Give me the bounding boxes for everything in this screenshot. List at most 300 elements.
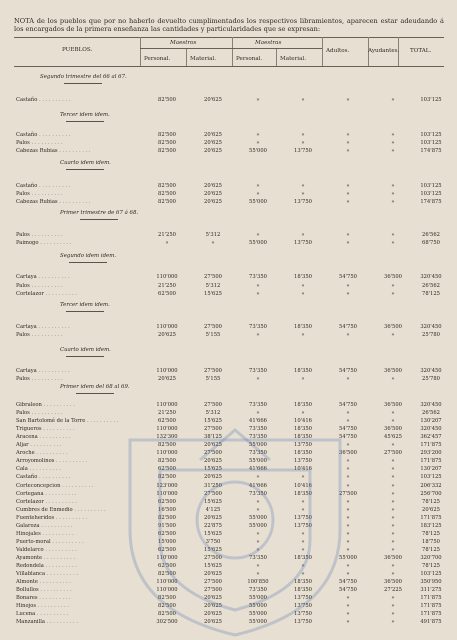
amount-cell: 26'562 — [422, 410, 440, 417]
amount-cell: » — [391, 603, 395, 610]
amount-cell: 110'000 — [156, 274, 178, 280]
section-title — [60, 160, 111, 170]
amount-cell: » — [346, 506, 350, 513]
amount-cell: 78'125 — [422, 291, 440, 297]
amount-cell: » — [346, 522, 350, 529]
section-rule — [80, 219, 118, 220]
amount-cell: 110'000 — [156, 368, 178, 374]
town-name: Paimogo . . — [16, 240, 71, 246]
amount-cell: 15'625 — [204, 498, 222, 505]
table-row — [0, 611, 457, 619]
amount-cell: » — [346, 332, 350, 338]
section-rule — [66, 169, 104, 170]
amount-cell: 18'350 — [294, 450, 312, 457]
amount-cell: » — [391, 466, 395, 473]
header-pueblos: PUEBLOS. — [62, 47, 93, 53]
amount-cell: 320'450 — [420, 324, 442, 330]
amount-cell: 62'500 — [158, 418, 176, 425]
amount-cell: » — [346, 191, 350, 197]
amount-cell: 110'000 — [156, 402, 178, 408]
amount-cell: » — [346, 514, 350, 521]
amount-cell: 62'500 — [158, 291, 176, 297]
table-row — [0, 450, 457, 458]
amount-cell: 21'250 — [158, 410, 176, 417]
amount-cell: 15'625 — [204, 563, 222, 569]
amount-cell: 82'500 — [158, 148, 176, 154]
amount-cell: 73'350 — [249, 402, 267, 408]
amount-cell: 68'750 — [422, 240, 440, 246]
table-row — [0, 442, 457, 450]
amount-cell: 27'500 — [204, 490, 222, 497]
amount-cell: » — [346, 482, 350, 489]
amount-cell: 54'750 — [339, 368, 357, 374]
amount-cell: 13'750 — [294, 458, 312, 465]
table-row — [0, 483, 457, 491]
town-name: Fuenteheridos . . — [16, 515, 87, 521]
amount-cell: » — [256, 410, 260, 417]
amount-cell: 100'850 — [247, 579, 269, 586]
amount-cell: 20'625 — [204, 611, 222, 618]
amount-cell: 20'625 — [204, 619, 222, 626]
amount-cell: 82'500 — [158, 458, 176, 465]
town-name: Manzanilla . . — [16, 619, 78, 625]
amount-cell: 10'416 — [294, 466, 312, 473]
amount-cell: » — [301, 530, 305, 537]
amount-cell: 15'625 — [204, 466, 222, 473]
town-name: Arroyomolinos . . — [16, 458, 87, 464]
amount-cell: » — [165, 240, 169, 246]
amount-cell: 62'500 — [158, 498, 176, 505]
table-row — [0, 499, 457, 507]
amount-cell: » — [391, 199, 395, 205]
amount-cell: » — [301, 140, 305, 146]
amount-cell: » — [256, 140, 260, 146]
town-name: Bonares . . — [16, 595, 71, 601]
amount-cell: 362'457 — [420, 434, 442, 441]
amount-cell: 18'350 — [294, 368, 312, 374]
amount-cell: 54'750 — [339, 426, 357, 433]
amount-cell: » — [301, 410, 305, 417]
amount-cell: 82'500 — [158, 97, 176, 103]
amount-cell: » — [301, 474, 305, 481]
amount-cell: 110'000 — [156, 450, 178, 457]
amount-cell: » — [346, 376, 350, 382]
amount-cell: 36'500 — [384, 426, 402, 433]
amount-cell: 13'750 — [294, 514, 312, 521]
town-name: Cabezas Rubias . . — [16, 148, 91, 154]
amount-cell: 27'500 — [204, 368, 222, 374]
amount-cell: 55'000 — [249, 148, 267, 154]
town-name: Palos . . — [16, 232, 63, 238]
amount-cell: » — [391, 571, 395, 578]
amount-cell: 62'500 — [158, 563, 176, 569]
amount-cell: 174'875 — [420, 148, 442, 154]
amount-cell: » — [301, 506, 305, 513]
amount-cell: » — [391, 530, 395, 537]
amount-cell: » — [346, 611, 350, 618]
amount-cell: 55'000 — [249, 240, 267, 246]
amount-cell: » — [391, 410, 395, 417]
amount-cell: 27'500 — [204, 554, 222, 561]
amount-cell: 73'350 — [249, 434, 267, 441]
amount-cell: 256'700 — [420, 490, 442, 497]
amount-cell: 55'000 — [249, 199, 267, 205]
table-row — [0, 402, 457, 410]
amount-cell: 20'625 — [158, 332, 176, 338]
town-name: Cortelazor . . — [16, 499, 77, 505]
amount-cell: 311'275 — [420, 587, 442, 594]
amount-cell: » — [391, 240, 395, 246]
amount-cell: » — [391, 140, 395, 146]
amount-cell: » — [346, 291, 350, 297]
amount-cell: » — [391, 611, 395, 618]
amount-cell: 103'125 — [420, 97, 442, 103]
amount-cell: » — [391, 546, 395, 553]
amount-cell: » — [346, 619, 350, 626]
table-row — [0, 140, 457, 148]
amount-cell: 103'125 — [420, 571, 442, 578]
header-divider — [140, 37, 141, 66]
amount-cell: » — [256, 571, 260, 578]
amount-cell: » — [346, 603, 350, 610]
amount-cell: » — [346, 132, 350, 138]
amount-cell: » — [346, 418, 350, 425]
header-maestros: Maestros — [170, 40, 197, 46]
amount-cell: 54'750 — [339, 274, 357, 280]
amount-cell: 73'350 — [249, 587, 267, 594]
town-name: Bollullos . . — [16, 587, 72, 593]
amount-cell: » — [391, 595, 395, 602]
header-divider — [322, 37, 323, 66]
amount-cell: 62'500 — [158, 466, 176, 473]
amount-cell: 15'625 — [204, 530, 222, 537]
header-subrule — [140, 48, 322, 49]
amount-cell: » — [301, 191, 305, 197]
amount-cell: 171'875 — [420, 458, 442, 465]
amount-cell: 10'416 — [294, 482, 312, 489]
amount-cell: 82'500 — [158, 611, 176, 618]
amount-cell: 55'000 — [249, 442, 267, 449]
amount-cell: » — [346, 458, 350, 465]
header-ayudantes: Ayudantes. — [368, 48, 400, 54]
amount-cell: » — [391, 498, 395, 505]
amount-cell: 320'700 — [420, 554, 442, 561]
amount-cell: 18'350 — [294, 274, 312, 280]
amount-cell: 171'875 — [420, 514, 442, 521]
amount-cell: 20'625 — [204, 140, 222, 146]
amount-cell: » — [256, 283, 260, 289]
amount-cell: 5'312 — [205, 410, 221, 417]
amount-cell: » — [301, 538, 305, 545]
table-row — [0, 603, 457, 611]
section-rule — [76, 393, 114, 394]
town-name: Almonte . . — [16, 579, 71, 585]
amount-cell: 18'350 — [294, 402, 312, 408]
town-name: Trigueros . . — [16, 426, 75, 432]
table-row — [0, 368, 457, 376]
section-title — [60, 384, 130, 394]
amount-cell: 13'750 — [294, 611, 312, 618]
amount-cell: 36'500 — [339, 450, 357, 457]
header-divider — [186, 48, 187, 66]
table-row — [0, 410, 457, 418]
amount-cell: » — [346, 199, 350, 205]
town-name: Gibraleon . . — [16, 402, 75, 408]
amount-cell: 54'750 — [339, 324, 357, 330]
table-row — [0, 571, 457, 579]
amount-cell: 320'450 — [420, 368, 442, 374]
section-title-text: Tercer idem idem. — [60, 112, 110, 118]
amount-cell: » — [256, 546, 260, 553]
amount-cell: 73'350 — [249, 324, 267, 330]
amount-cell: » — [391, 291, 395, 297]
town-name: Villablanca . . — [16, 571, 78, 577]
amount-cell: » — [346, 546, 350, 553]
amount-cell: 82'500 — [158, 571, 176, 578]
amount-cell: 27'500 — [204, 426, 222, 433]
amount-cell: » — [301, 498, 305, 505]
amount-cell: 82'500 — [158, 474, 176, 481]
table-row — [0, 283, 457, 291]
amount-cell: 13'750 — [294, 619, 312, 626]
amount-cell: » — [346, 240, 350, 246]
amount-cell: 183'125 — [420, 522, 442, 529]
amount-cell: 20'625 — [204, 132, 222, 138]
amount-cell: » — [301, 97, 305, 103]
town-name: Cartaya . . — [16, 324, 70, 330]
amount-cell: 73'350 — [249, 368, 267, 374]
amount-cell: » — [301, 291, 305, 297]
amount-cell: 110'000 — [156, 426, 178, 433]
amount-cell: » — [346, 283, 350, 289]
table-row — [0, 148, 457, 156]
amount-cell: 82'500 — [158, 514, 176, 521]
amount-cell: 54'750 — [339, 434, 357, 441]
amount-cell: 5'155 — [205, 332, 221, 338]
amount-cell: » — [256, 332, 260, 338]
amount-cell: » — [256, 97, 260, 103]
amount-cell: 26'562 — [422, 232, 440, 238]
amount-cell: » — [391, 148, 395, 154]
amount-cell: 320'450 — [420, 426, 442, 433]
section-rule — [64, 83, 102, 84]
amount-cell: » — [256, 538, 260, 545]
town-name: Aljar . . — [16, 442, 62, 448]
table-row — [0, 324, 457, 332]
amount-cell: 25'780 — [422, 332, 440, 338]
amount-cell: 27'500 — [339, 490, 357, 497]
amount-cell: 18'750 — [422, 538, 440, 545]
amount-cell: » — [346, 474, 350, 481]
header-top-rule — [14, 37, 444, 38]
amount-cell: 82'500 — [158, 603, 176, 610]
amount-cell: » — [346, 498, 350, 505]
section-title — [60, 347, 111, 357]
table-row — [0, 515, 457, 523]
table-row — [0, 240, 457, 248]
amount-cell: » — [391, 458, 395, 465]
amount-cell: » — [391, 538, 395, 545]
amount-cell: 20'625 — [204, 514, 222, 521]
town-name: Palos . . — [16, 283, 63, 289]
amount-cell: » — [256, 191, 260, 197]
amount-cell: 27'500 — [384, 450, 402, 457]
town-name: Cala . . — [16, 466, 61, 472]
table-row — [0, 376, 457, 384]
amount-cell: 5'155 — [205, 376, 221, 382]
amount-cell: 27'500 — [204, 324, 222, 330]
table-row — [0, 232, 457, 240]
amount-cell: » — [346, 538, 350, 545]
amount-cell: » — [301, 376, 305, 382]
town-name: Cumbres de Enmedio . . — [16, 507, 106, 513]
amount-cell: » — [256, 530, 260, 537]
amount-cell: » — [391, 490, 395, 497]
table-row — [0, 474, 457, 482]
amount-cell: 55'000 — [249, 595, 267, 602]
amount-cell: 20'625 — [204, 199, 222, 205]
table-row — [0, 132, 457, 140]
town-name: Palos . . — [16, 332, 63, 338]
table-row — [0, 587, 457, 595]
town-name: Palos . . — [16, 410, 63, 416]
amount-cell: 103'125 — [420, 474, 442, 481]
amount-cell: » — [391, 191, 395, 197]
section-title-text: Cuarto idem idem. — [60, 347, 111, 353]
amount-cell: » — [346, 410, 350, 417]
town-name: Cartaya . . — [16, 368, 70, 374]
amount-cell: 110'000 — [156, 490, 178, 497]
header-total: TOTAL. — [410, 48, 432, 54]
amount-cell: 20'625 — [204, 183, 222, 189]
amount-cell: 18'350 — [294, 324, 312, 330]
town-name: Galaroza . . — [16, 523, 72, 529]
amount-cell: » — [301, 563, 305, 569]
amount-cell: » — [391, 332, 395, 338]
amount-cell: 18'350 — [294, 490, 312, 497]
amount-cell: 73'350 — [249, 426, 267, 433]
amount-cell: 82'500 — [158, 183, 176, 189]
amount-cell: 78'125 — [422, 530, 440, 537]
amount-cell: » — [391, 514, 395, 521]
table-row — [0, 97, 457, 105]
amount-cell: 13'750 — [294, 148, 312, 154]
table-row — [0, 491, 457, 499]
amount-cell: 18'350 — [294, 554, 312, 561]
amount-cell: 13'750 — [294, 240, 312, 246]
amount-cell: 55'000 — [249, 603, 267, 610]
section-rule — [66, 356, 104, 357]
section-title-text: Primer idem del 68 al 69. — [60, 384, 130, 390]
amount-cell: 36'500 — [384, 274, 402, 280]
amount-cell: 54'750 — [339, 579, 357, 586]
amount-cell: 123'000 — [156, 482, 178, 489]
amount-cell: » — [391, 442, 395, 449]
town-name: Aracena . . — [16, 434, 71, 440]
section-rule — [66, 311, 104, 312]
amount-cell: 110'000 — [156, 587, 178, 594]
town-name: San Bartolomé de la Torre . . — [16, 418, 118, 424]
amount-cell: » — [391, 132, 395, 138]
amount-cell: » — [256, 232, 260, 238]
amount-cell: 130'207 — [420, 418, 442, 425]
amount-cell: 55'000 — [249, 514, 267, 521]
town-name: Castaño . . — [16, 183, 70, 189]
table-row — [0, 183, 457, 191]
amount-cell: » — [211, 240, 215, 246]
table-row — [0, 434, 457, 442]
amount-cell: » — [346, 563, 350, 569]
amount-cell: » — [301, 132, 305, 138]
amount-cell: 55'000 — [249, 458, 267, 465]
table-row — [0, 199, 457, 207]
amount-cell: » — [256, 183, 260, 189]
amount-cell: » — [391, 232, 395, 238]
amount-cell: 62'500 — [158, 546, 176, 553]
amount-cell: 21'250 — [158, 283, 176, 289]
amount-cell: 18'350 — [294, 587, 312, 594]
section-title — [60, 210, 138, 220]
amount-cell: 5'312 — [205, 283, 221, 289]
amount-cell: 45'625 — [384, 434, 402, 441]
amount-cell: 55'000 — [249, 611, 267, 618]
amount-cell: 174'875 — [420, 199, 442, 205]
amount-cell: » — [346, 571, 350, 578]
amount-cell: 302'500 — [156, 619, 178, 626]
amount-cell: 36'500 — [384, 402, 402, 408]
town-name: Redondela . . — [16, 563, 77, 569]
section-title — [60, 253, 116, 263]
amount-cell: 320'450 — [420, 402, 442, 408]
amount-cell: 78'125 — [422, 563, 440, 569]
amount-cell: 82'500 — [158, 191, 176, 197]
amount-cell: 18'350 — [294, 579, 312, 586]
amount-cell: 91'500 — [158, 522, 176, 529]
table-row — [0, 555, 457, 563]
amount-cell: 206'332 — [420, 482, 442, 489]
table-row — [0, 539, 457, 547]
amount-cell: 15'625 — [204, 546, 222, 553]
section-title-text: Segundo trimestre del 66 al 67. — [40, 74, 127, 80]
header-maestras: Maestras — [255, 40, 282, 46]
amount-cell: » — [301, 232, 305, 238]
amount-cell: 27'225 — [384, 587, 402, 594]
amount-cell: 22'875 — [204, 522, 222, 529]
amount-cell: 82'500 — [158, 140, 176, 146]
amount-cell: » — [256, 132, 260, 138]
amount-cell: » — [391, 619, 395, 626]
section-title-text: Segundo idem idem. — [60, 253, 117, 259]
amount-cell: » — [391, 506, 395, 513]
amount-cell: 20'625 — [204, 603, 222, 610]
section-title-text: Tercer idem idem. — [60, 302, 110, 308]
section-rule — [69, 262, 107, 263]
amount-cell: 54'750 — [339, 402, 357, 408]
amount-cell: » — [256, 291, 260, 297]
amount-cell: 171'875 — [420, 595, 442, 602]
town-name: Puerto-moral . . — [16, 539, 84, 545]
amount-cell: 13'750 — [294, 603, 312, 610]
amount-cell: 13'750 — [294, 199, 312, 205]
amount-cell: 36'500 — [384, 579, 402, 586]
table-row — [0, 274, 457, 282]
amount-cell: 3'750 — [205, 538, 221, 545]
amount-cell: » — [346, 595, 350, 602]
amount-cell: 103'125 — [420, 183, 442, 189]
table-row — [0, 507, 457, 515]
town-name: Palos . . — [16, 376, 63, 382]
town-name: Palos . . — [16, 191, 63, 197]
